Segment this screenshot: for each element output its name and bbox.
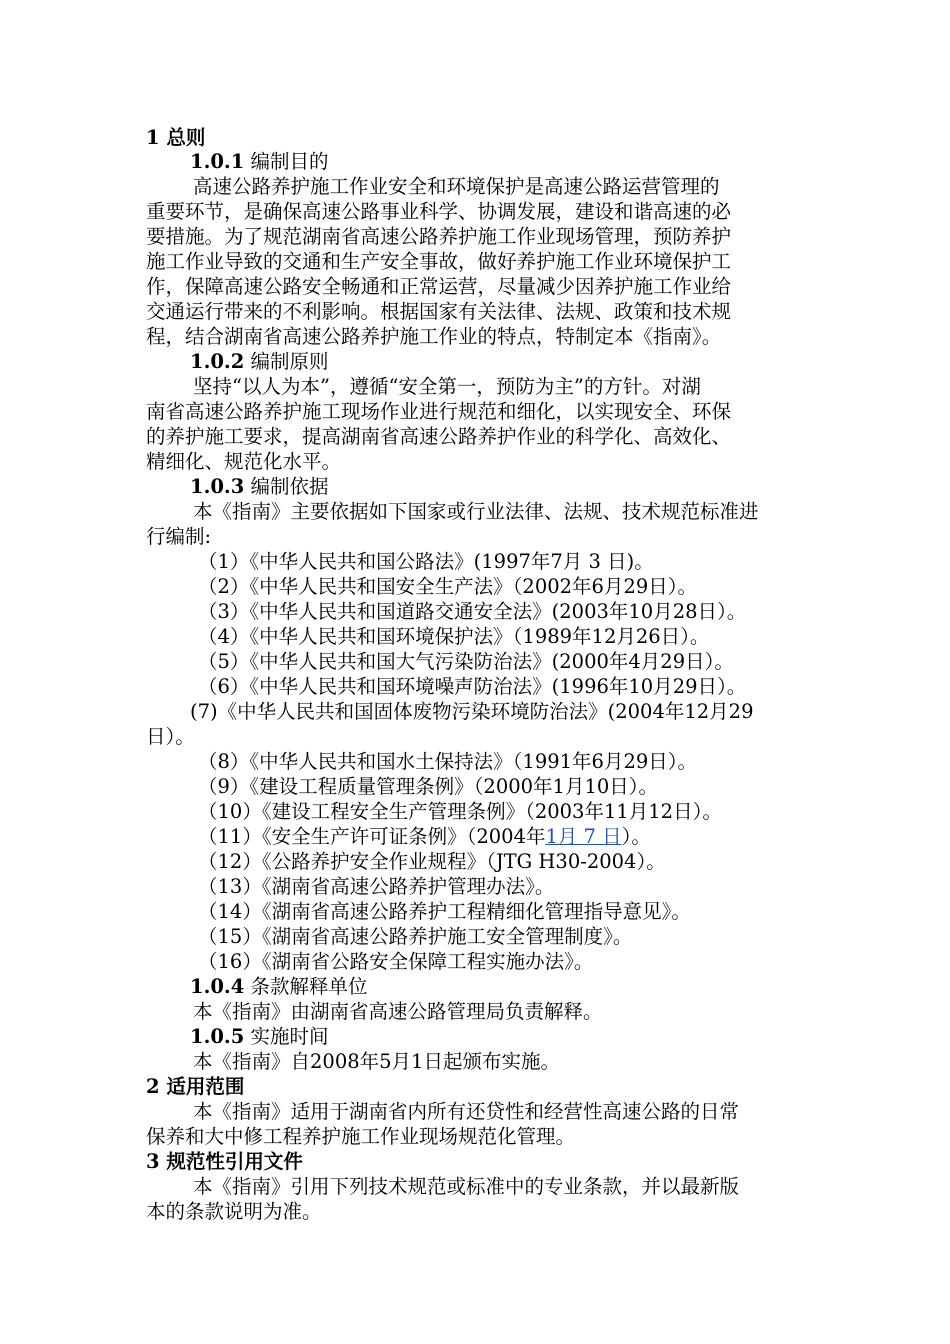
clause-number: 1.0.5 [190,1025,245,1048]
clause-number: 1.0.1 [190,150,245,173]
clause-1-0-5-heading [190,1025,329,1049]
paragraph-line: 行编制: [146,525,212,548]
section-1-heading: 1 总则 [146,126,206,149]
paragraph-line: 坚持“以人为本”，遵循“安全第一，预防为主”的方针。对湖 [193,375,701,398]
section-2-heading: 2 适用范围 [146,1075,245,1098]
reference-item: （15）《湖南省高速公路养护施工安全管理制度》。 [198,925,633,948]
clause-title: 实施时间 [250,1025,329,1048]
paragraph-line: 保养和大中修工程养护施工作业现场规范化管理。 [146,1125,576,1148]
paragraph-line: 本《指南》自2008年5月1日起颁布实施。 [193,1050,560,1073]
paragraph-line: 南省高速公路养护施工现场作业进行规范和细化，以实现安全、环保 [146,400,732,423]
paragraph-line: 本《指南》由湖南省高速公路管理局负责解释。 [193,1000,603,1023]
clause-title: 编制依据 [250,475,329,498]
clause-title: 条款解释单位 [250,975,368,998]
reference-item: （9）《建设工程质量管理条例》（2000年1月10日）。 [198,775,659,798]
reference-item: （6）《中华人民共和国环境噪声防治法》(1996年10月29日）。 [198,675,747,698]
paragraph-line: 作，保障高速公路安全畅通和正常运营，尽量减少因养护施工作业给 [146,275,732,298]
clause-1-0-4-heading [190,975,368,999]
reference-item [198,825,651,849]
reference-item-continuation: 日）。 [146,725,195,748]
paragraph-line: 的养护施工要求，提高湖南省高速公路养护作业的科学化、高效化、 [146,425,732,448]
reference-item: （13）《湖南省高速公路养护管理办法》。 [198,875,555,898]
reference-item: （1）《中华人民共和国公路法》(1997年7月 3 日)。 [198,550,654,573]
paragraph-line: 本的条款说明为准。 [146,1200,322,1223]
paragraph-line: 交通运行带来的不利影响。根据国家有关法律、法规、政策和技术规 [146,300,732,323]
paragraph-line: 施工作业导致的交通和生产安全事故，做好养护施工作业环境保护工 [146,250,732,273]
paragraph-line: 程，结合湖南省高速公路养护施工作业的特点，特制定本《指南》。 [146,325,722,348]
paragraph-line: 重要环节，是确保高速公路事业科学、协调发展，建设和谐高速的必 [146,200,732,223]
paragraph-line: 本《指南》主要依据如下国家或行业法律、法规、技术规范标准进 [193,500,759,523]
date-link[interactable]: 1月 7 日 [545,825,622,848]
reference-item: (7)《中华人民共和国固体废物污染环境防治法》(2004年12月29 [190,700,754,723]
reference-item: （12）《公路养护安全作业规程》（JTG H30-2004）。 [198,850,666,873]
paragraph-line: 本《指南》引用下列技术规范或标准中的专业条款，并以最新版 [193,1175,740,1198]
paragraph-line: 精细化、规范化水平。 [146,450,342,473]
reference-item: （8）《中华人民共和国水土保持法》（1991年6月29日）。 [198,750,698,773]
clause-1-0-1-heading [190,150,329,174]
paragraph-line: 高速公路养护施工作业安全和环境保护是高速公路运营管理的 [193,175,720,198]
reference-item: （10）《建设工程安全生产管理条例》（2003年11月12日）。 [198,800,722,823]
clause-title: 编制原则 [250,350,329,373]
reference-item: （3）《中华人民共和国道路交通安全法》(2003年10月28日）。 [198,600,747,623]
clause-number: 1.0.4 [190,975,245,998]
clause-number: 1.0.2 [190,350,245,373]
reference-item: （5）《中华人民共和国大气污染防治法》(2000年4月29日）。 [198,650,734,673]
reference-item: （16）《湖南省公路安全保障工程实施办法》。 [198,950,594,973]
clause-1-0-2-heading [190,350,329,374]
clause-1-0-3-heading [190,475,329,499]
clause-number: 1.0.3 [190,475,245,498]
reference-text: （11）《安全生产许可证条例》（2004年 [198,825,546,848]
reference-item: （14）《湖南省高速公路养护工程精细化管理指导意见》。 [198,900,691,923]
reference-item: （4）《中华人民共和国环境保护法》（1989年12月26日）。 [198,625,710,648]
paragraph-line: 要措施。为了规范湖南省高速公路养护施工作业现场管理，预防养护 [146,225,732,248]
reference-item: （2）《中华人民共和国安全生产法》（2002年6月29日）。 [198,575,698,598]
reference-text: ）。 [621,825,651,848]
paragraph-line: 本《指南》适用于湖南省内所有还贷性和经营性高速公路的日常 [193,1100,740,1123]
clause-title: 编制目的 [250,150,329,173]
section-3-heading: 3 规范性引用文件 [146,1150,303,1173]
